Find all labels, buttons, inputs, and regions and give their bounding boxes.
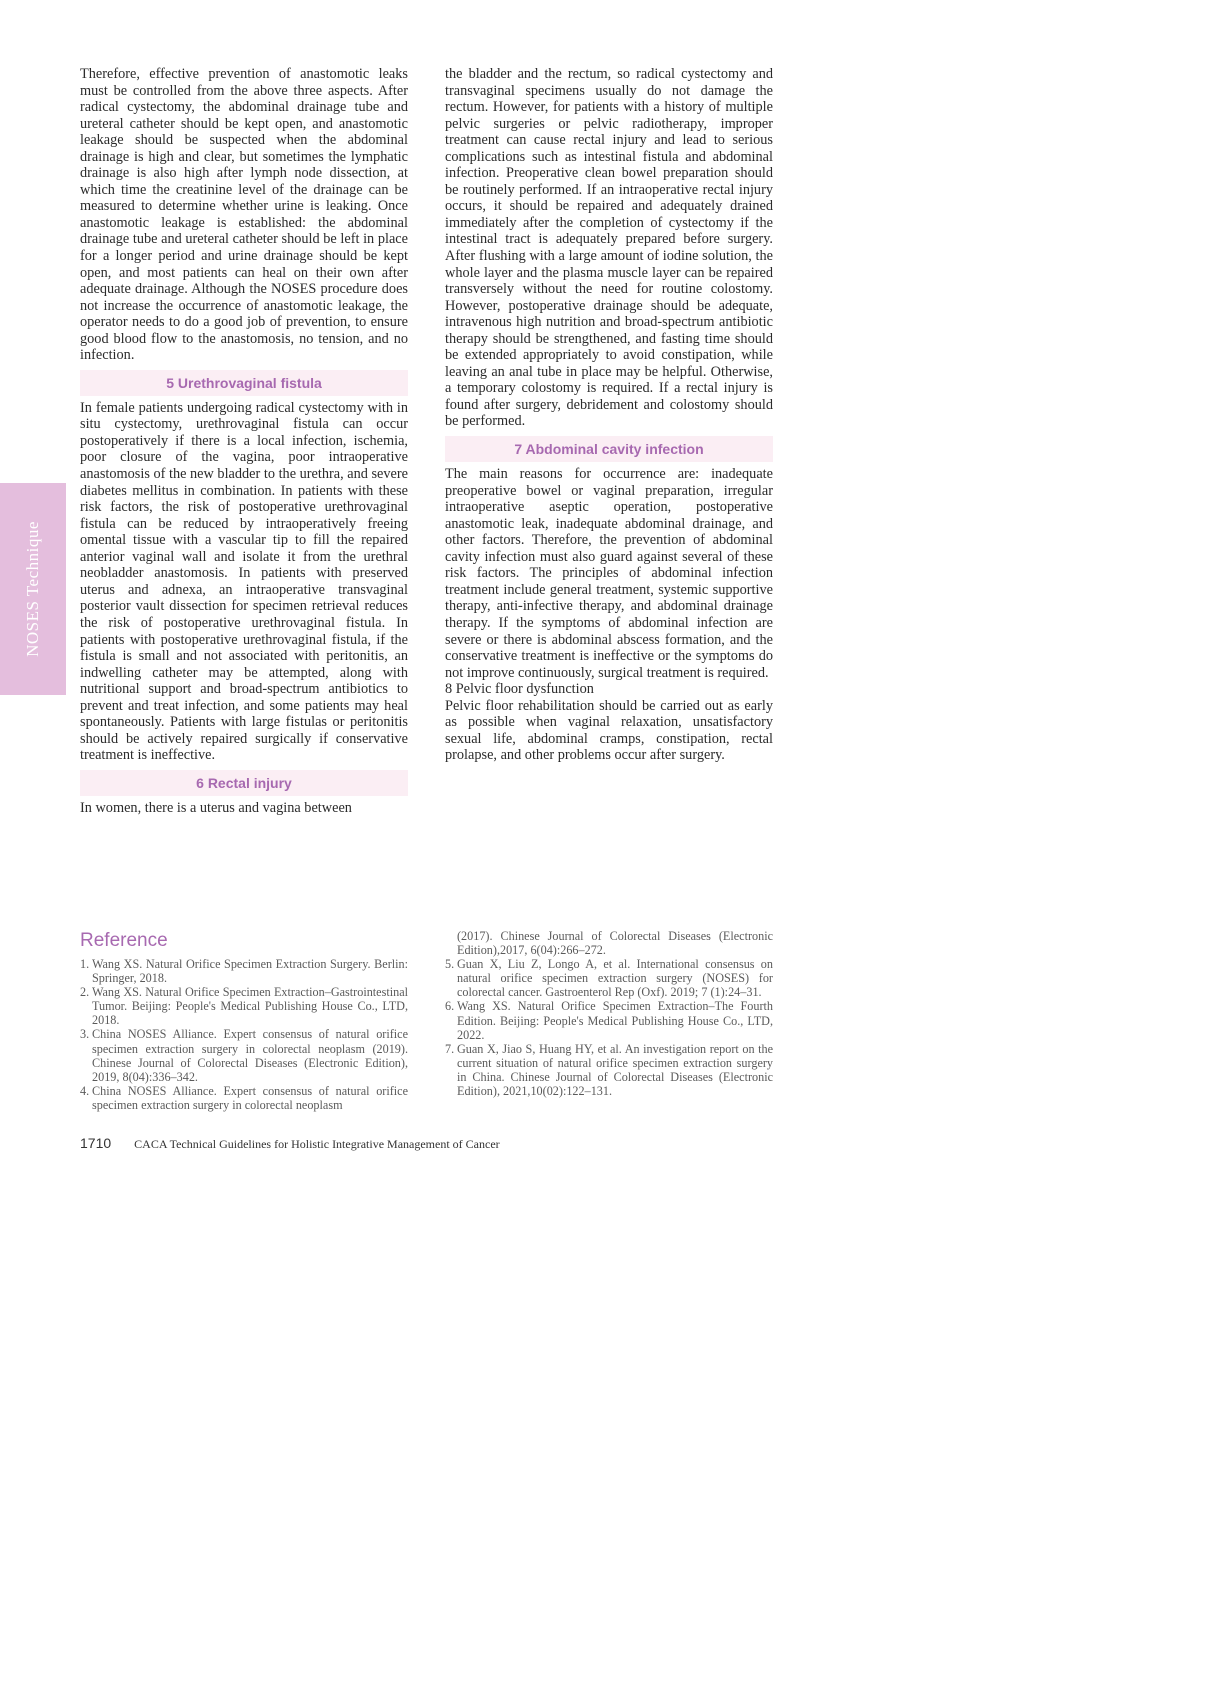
book-title: CACA Technical Guidelines for Holistic Integrative Management of Cancer <box>134 1137 500 1151</box>
section-8-heading: 8 Pelvic floor dysfunction <box>445 681 594 698</box>
intro-paragraph: Therefore, effective prevention of anastomotic leaks must be controlled from the above three aspects. After radical cystectomy, the abdominal drainage tube and ureteral catheter should be kept open, and anastomotic leakage should be suspected when the abdominal drainage is high and clear, but sometimes the lymphatic drainage is also high after lymph node dissection, at which time the creatinine level of the drainage can be measured to determine whether urine is leaking. Once anastomotic leakage is established: the abdominal drainage tube and ureteral catheter should be left in place for a longer period and urine drainage should be kept open, and most patients can heal on their own after adequate drainage. Although the NOSES procedure does not increase the occurrence of anastomotic leakage, the operator needs to do a good job of prevention, to ensure good blood flow to the anastomosis, no tension, and no infection. <box>80 66 408 364</box>
reference-text: China NOSES Alliance. Expert consensus of natural orifice specimen extraction surgery in colorectal neoplasm <box>92 1083 408 1112</box>
reference-continuation: (2017). Chinese Journal of Colorectal Diseases (Electronic Edition),2017, 6(04):266–272. <box>457 929 773 958</box>
reference-number: 5. <box>445 957 455 972</box>
reference-number: 4. <box>80 1083 90 1098</box>
reference-number: 2. <box>80 985 90 1000</box>
section-5-heading: 5 Urethrovaginal fistula <box>80 370 408 396</box>
reference-text: Guan X, Jiao S, Huang HY, et al. An investigation report on the current situation of natural orifice specimen extraction surgery in China. Chinese Journal of Colorectal Diseases (Electronic Edition), 2021,10(02):122–131. <box>457 1041 773 1099</box>
reference-text: China NOSES Alliance. Expert consensus of natural orifice specimen extraction surgery in colorectal neoplasm (2019). Chinese Journal of Colorectal Diseases (Electronic Edition), 2019, 8(04):336–342. <box>92 1027 408 1084</box>
page-footer <box>80 1135 500 1152</box>
section-6-heading: 6 Rectal injury <box>80 770 408 796</box>
reference-item <box>445 957 773 999</box>
section-7-body: The main reasons for occurrence are: inadequate preoperative bowel or vaginal preparation, irregular intraoperative aseptic operation, postoperative anastomotic leak, inadequate abdominal drainage, and other factors. Therefore, the prevention of abdominal cavity infection must also guard against several of these risk factors. The principles of abdominal infection treatment include general treatment, systemic supportive therapy, anti-infective therapy, and abdominal drainage therapy. If the symptoms of abdominal infection are severe or there is abdominal abscess formation, and the conservative treatment is ineffective or the symptoms do not improve continuously, surgical treatment is required. <box>445 466 773 681</box>
right-column <box>445 66 773 764</box>
side-tab-label: NOSES Technique <box>23 521 43 657</box>
reference-number: 7. <box>445 1041 455 1056</box>
side-tab <box>0 483 66 695</box>
reference-item <box>80 957 408 985</box>
reference-text: Wang XS. Natural Orifice Specimen Extraction–The Fourth Edition. Beijing: People's Medical Publishing House Co., LTD, 2022. <box>457 999 773 1042</box>
reference-item <box>80 1027 408 1083</box>
section-7-heading: 7 Abdominal cavity infection <box>445 436 773 462</box>
reference-text: Wang XS. Natural Orifice Specimen Extraction Surgery. Berlin: Springer, 2018. <box>92 957 408 986</box>
reference-item <box>445 1042 773 1098</box>
section-8-body: Pelvic floor rehabilitation should be carried out as early as possible when vaginal relaxation, unsatisfactory sexual life, abdominal cramps, constipation, rectal prolapse, and other problems occur after surgery. <box>445 697 773 764</box>
reference-item <box>445 999 773 1041</box>
references-right-column <box>445 929 773 1098</box>
left-column <box>80 66 408 816</box>
section-6-body-start: In women, there is a uterus and vagina between <box>80 799 352 816</box>
references-left-column <box>80 957 408 1112</box>
references-title: Reference <box>80 930 168 951</box>
page-number: 1710 <box>80 1135 112 1151</box>
reference-text: Guan X, Liu Z, Longo A, et al. International consensus on natural orifice specimen extraction surgery (NOSES) for colorectal cancer. Gastroenterol Rep (Oxf). 2019; 7 (1):24–31. <box>457 957 773 1000</box>
reference-item <box>80 1084 408 1112</box>
reference-number: 3. <box>80 1027 90 1042</box>
section-6-body-continued: the bladder and the rectum, so radical cystectomy and transvaginal specimens usually do not damage the rectum. However, for patients with a history of multiple pelvic surgeries or pelvic radiotherapy, improper treatment can cause rectal injury and lead to serious complications such as intestinal fistula and abdominal infection. Preoperative clean bowel preparation should be routinely performed. If an intraoperative rectal injury occurs, it should be repaired and adequately drained immediately after the completion of cystectomy if the intestinal tract is adequately prepared before surgery. After flushing with a large amount of iodine solution, the whole layer and the plasma muscle layer can be repaired transversely without the need for routine colostomy. However, postoperative drainage should be adequate, intravenous high nutrition and broad-spectrum antibiotic therapy should be strengthened, and fasting time should be extended appropriately to avoid constipation, while leaving an anal tube in place may be helpful. Otherwise, a temporary colostomy is required. If a rectal injury is found after surgery, debridement and colostomy should be performed. <box>445 66 773 430</box>
reference-item <box>80 985 408 1027</box>
reference-number: 6. <box>445 999 455 1014</box>
reference-text: Wang XS. Natural Orifice Specimen Extraction–Gastrointestinal Tumor. Beijing: People's Medical Publishing House Co., LTD, 2018. <box>92 985 408 1028</box>
section-5-body: In female patients undergoing radical cystectomy with in situ cystectomy, urethrovaginal fistula can occur postoperatively if there is a local infection, ischemia, poor closure of the vagina, poor intraoperative anastomosis of the new bladder to the urethra, and severe diabetes mellitus in combination. In patients with these risk factors, the risk of postoperative urethrovaginal fistula can be reduced by intraoperatively freeing omental tissue with a vascular tip to fill the repaired anterior vaginal wall and isolate it from the urethral neobladder anastomosis. In patients with preserved uterus and adnexa, an intraoperative transvaginal posterior vault dissection for specimen retrieval reduces the risk of postoperative urethrovaginal fistula. In patients with postoperative urethrovaginal fistula, if the fistula is small and not associated with peritonitis, an indwelling catheter may be attempted, along with nutritional support and broad-spectrum antibiotics to prevent and treat infection, and some patients may heal spontaneously. Patients with large fistulas or peritonitis should be actively repaired surgically if conservative treatment is ineffective. <box>80 399 408 764</box>
reference-number: 1. <box>80 957 90 971</box>
